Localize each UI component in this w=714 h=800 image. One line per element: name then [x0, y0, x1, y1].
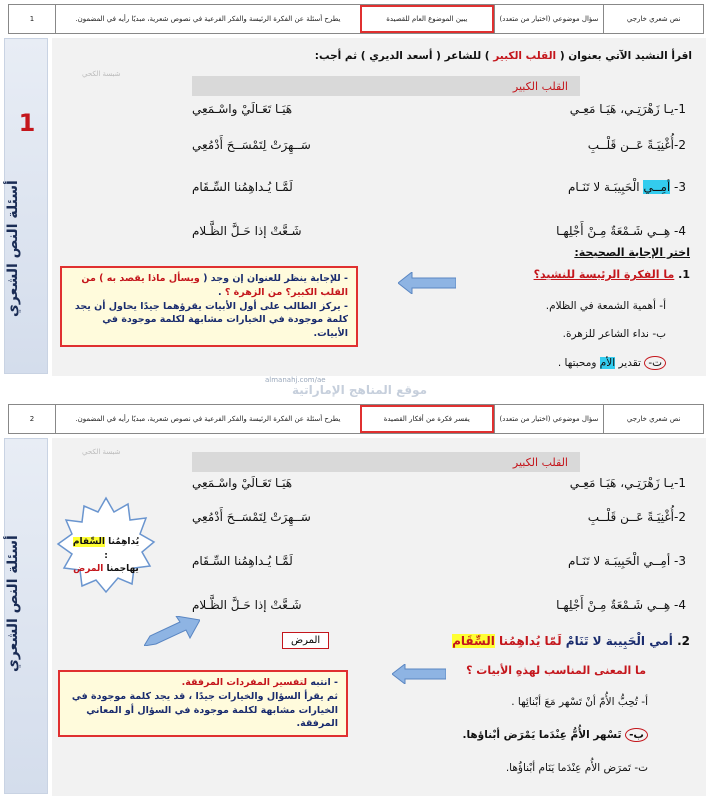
site-url: almanahj.com/ae — [265, 376, 326, 384]
starburst-text-b: : — [104, 550, 108, 561]
hint-line-1 — [68, 676, 338, 690]
option-text: أهمية الشمعة في الظلام. — [545, 300, 656, 312]
verse-number: 2 — [678, 138, 686, 152]
question-text: ما الفكرة الرئيسة للنشيد؟ — [533, 268, 675, 281]
worksheet-page-2 — [0, 400, 714, 800]
verse-2-right: 2-أُغْنِيَـةً عَــن قَلْــبِ — [587, 510, 686, 524]
question-2 — [452, 634, 690, 648]
verse-1-left: هَيَـا تَعَـالَيْ واسْـمَعِي — [192, 476, 293, 490]
verse-number: 3 — [678, 180, 686, 194]
starburst-text-a: يُداهِمُنا — [104, 537, 140, 547]
option-text: تَمرَض الأُم عِنْدَما يَنَام أبْناؤُها. — [505, 762, 631, 774]
question-text: لَمّا يُداهِمُنا — [494, 634, 566, 648]
starburst-text-a: يهاجمنا — [103, 564, 139, 574]
header-description: يطرح أسئلة عن الفكرة الرئيسة والفكر الفرعية في نصوص شعرية، مبديًا رأيه في المضمون. — [55, 5, 360, 33]
verse-number: 1 — [678, 476, 686, 490]
arrow-icon — [398, 272, 456, 294]
verse-3-right: 3- أمِــي الْحَبِيبَـة لا تَنَـام — [568, 554, 686, 568]
verse-number: 4 — [678, 224, 686, 238]
verse-2-left: سَــهِرَتْ لِتَمْسَــحَ أَدْمُعِي — [192, 510, 311, 524]
verse-number: 4 — [678, 598, 686, 612]
side-panel — [4, 38, 48, 374]
header-topic: يفسر فكرة من أفكار القصيدة — [360, 405, 494, 433]
verse-1-right: 1-يـا زَهْرَتِـي، هَيَـا مَعِـي — [569, 102, 686, 116]
page-2-header — [8, 404, 704, 434]
hint-text: - للإجابة ينظر للعنوان إن وجد ( — [199, 273, 348, 284]
verse-text: هِــي شَـمْعَةٌ مِـنْ أَجْلِهـا — [556, 224, 671, 238]
watermark: شبسة الكحي — [82, 70, 121, 78]
main-content — [52, 438, 706, 796]
starburst-red: المرض — [73, 564, 104, 574]
side-title: أسئلة النص الشعري — [5, 535, 21, 673]
verse-1-left: هَيَـا تَعَـالَيْ واسْـمَعِي — [192, 102, 293, 116]
poem-title-bar: القلب الكبير — [192, 76, 580, 96]
header-type: نص شعري خارجي — [603, 405, 703, 433]
header-question-kind: سؤال موضوعي (اختيار من متعدد) — [494, 405, 604, 433]
verse-highlight: أمِــي — [643, 180, 671, 194]
site-brand: موقع المناهج الإماراتية — [292, 383, 428, 397]
hint-box — [60, 266, 358, 347]
arrow-icon — [392, 664, 446, 684]
verse-text: يـا زَهْرَتِـي، هَيَـا مَعِـي — [569, 102, 675, 116]
instruction-suffix: ) للشاعر ( أسعد الديري ) ثم أجب: — [314, 50, 490, 62]
option-letter: ب- — [652, 328, 666, 340]
verse-4-left: شَـعَّتْ إذا حَـلَّ الظَّـلام — [192, 224, 302, 238]
verse-4-right: 4- هِــي شَـمْعَةٌ مِـنْ أَجْلِهـا — [556, 224, 686, 238]
verse-2-left: سَــهِرَتْ لِتَمْسَــحَ أَدْمُعِي — [192, 138, 311, 152]
header-topic: يبين الموضوع العام للقصيدة — [360, 5, 494, 33]
page-1-header — [8, 4, 704, 34]
hint-line-2: ثم يقرأ السؤال والخيارات جيدًا ، قد يجد كلمة موجودة في الخيارات مشابهة لكلمة موجودة في السؤال أو المعاني المرفقة. — [71, 690, 338, 730]
instruction-prefix: اقرأ النشيد الآتي بعنوان ( — [559, 50, 692, 62]
verse-3-right: 3- أمِــي الْحَبِيبَـة لا تَنَـام — [568, 180, 686, 194]
option-highlight: الأم — [599, 357, 616, 369]
starburst-text — [70, 536, 142, 577]
verse-3-left: لَمَّـا يُـداهِمُنا السِّـقَام — [192, 180, 293, 194]
hint-text: . — [217, 286, 225, 298]
instruction-title: القلب الكبير — [489, 50, 560, 62]
question-number: 2. — [677, 634, 690, 648]
main-content — [52, 38, 706, 376]
option-letter: ت- — [634, 762, 648, 774]
verse-4-left: شَـعَّتْ إذا حَـلَّ الظَّـلام — [192, 598, 302, 612]
hint-text: - انتبه — [307, 677, 338, 688]
side-title: أسئلة النص الشعري — [5, 180, 21, 318]
answer-box: المرض — [282, 632, 329, 649]
option-text: نداء الشاعر للزهرة. — [562, 328, 649, 340]
verse-text: أُغْنِيَـةً عَــن قَلْــبِ — [587, 138, 675, 152]
hint-line-1 — [70, 272, 348, 300]
option-text: تَسْهر الأُمُّ عِنْدَما يَمْرَض أبْناؤها. — [462, 729, 622, 741]
hint-red-text: لتفسير المفردات المرفقة. — [181, 677, 308, 688]
worksheet-page-1 — [0, 0, 714, 380]
watermark: شبسة الكحي — [82, 448, 121, 456]
option-letter: أ- — [641, 696, 648, 708]
question-text: أمي الْحَبِيبة لا تَنَامْ — [565, 634, 673, 648]
option-c-selected[interactable] — [558, 356, 666, 370]
verse-number: 2 — [678, 510, 686, 524]
verse-number: 1 — [678, 102, 686, 116]
verse-text: أمِــي الْحَبِيبَـة لا تَنَـام — [568, 554, 671, 568]
option-text: تقدير — [615, 357, 641, 369]
header-description: يطرح أسئلة عن الفكرة الرئيسة والفكر الفرعية في نصوص شعرية، مبديًا رأيه في المضمون. — [55, 405, 360, 433]
subquestion: ما المعنى المناسب لهذهِ الأبيات ؟ — [466, 664, 646, 677]
option-a[interactable] — [511, 696, 648, 708]
header-question-kind: سؤال موضوعي (اختيار من متعدد) — [494, 5, 604, 33]
poem-title-bar: القلب الكبير — [192, 452, 580, 472]
starburst-highlight: السِّقام — [72, 537, 105, 547]
option-letter: أ- — [659, 300, 666, 312]
verse-text: يـا زَهْرَتِـي، هَيَـا مَعِـي — [569, 476, 675, 490]
side-panel — [4, 438, 48, 794]
option-b-selected[interactable] — [462, 728, 648, 742]
header-number: 1 — [29, 15, 35, 23]
option-text: ومحبتها . — [557, 357, 600, 369]
question-1 — [534, 268, 690, 281]
arrow-icon — [144, 616, 200, 646]
verse-text: هِــي شَـمْعَةٌ مِـنْ أَجْلِهـا — [556, 598, 671, 612]
verse-number: 3 — [678, 554, 686, 568]
instruction — [315, 50, 692, 62]
choose-label: اختر الإجابة الصحيحة: — [574, 246, 690, 259]
option-c[interactable] — [506, 762, 648, 774]
starburst-line-2 — [70, 563, 142, 577]
option-a[interactable] — [546, 300, 666, 312]
hint-line-2: - يركز الطالب على أول الأبيات يقرؤهما جيدًا يحاول أن يجد كلمة موجودة في الخيارات مشابهة لكلمة موجودة في الأبيات. — [74, 300, 348, 340]
verse-2-right: 2-أُغْنِيَـةً عَــن قَلْــبِ — [587, 138, 686, 152]
selected-circle: ب- — [625, 728, 648, 742]
verse-4-right: 4- هِــي شَـمْعَةٌ مِـنْ أَجْلِهـا — [556, 598, 686, 612]
option-text: تُحِبُّ الأُمّ أنْ تَسْهر مَعَ أبْنائِها . — [511, 696, 638, 708]
starburst-line-1 — [70, 536, 142, 563]
header-number: 2 — [29, 415, 35, 423]
verse-text: أُغْنِيَـةً عَــن قَلْــبِ — [587, 510, 675, 524]
question-highlight: السِّقَام — [452, 634, 495, 648]
selected-circle: ت- — [644, 356, 666, 370]
verse-3-left: لَمَّـا يُـداهِمُنا السِّـقَام — [192, 554, 293, 568]
hint-red-text: ويسأل ماذا يقصد به ) من القلب الكبير؟ من الزهرة ؟ — [81, 273, 348, 298]
question-number: 1. — [678, 268, 690, 281]
side-number: 1 — [18, 109, 36, 137]
option-b[interactable] — [563, 328, 666, 340]
verse-1-right: 1-يـا زَهْرَتِـي، هَيَـا مَعِـي — [569, 476, 686, 490]
header-type: نص شعري خارجي — [603, 5, 703, 33]
verse-text: الْحَبِيبَـة لا تَنَـام — [568, 180, 644, 194]
hint-box — [58, 670, 348, 737]
